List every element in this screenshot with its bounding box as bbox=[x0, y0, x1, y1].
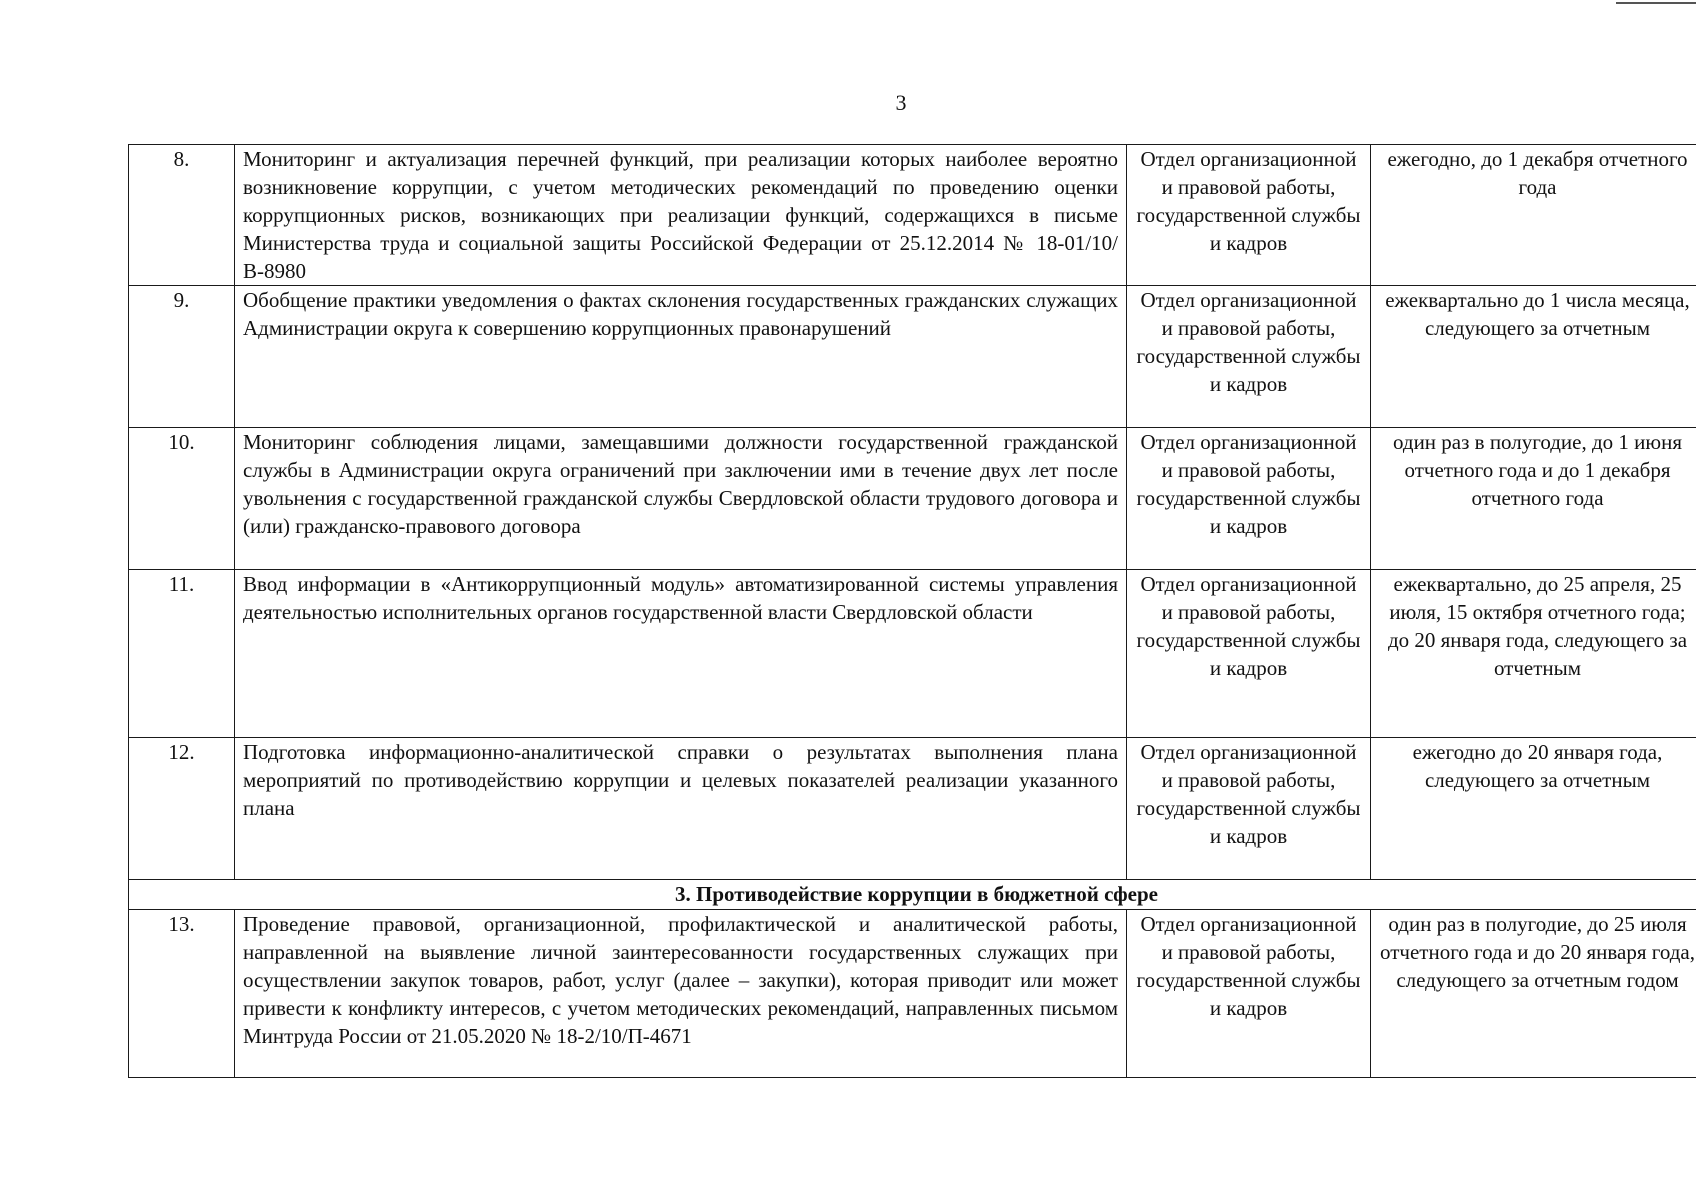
measure-text: Мониторинг соблюдения лицами, замещавшими должности государственной гражданской службы в Администрации округа ограничений при заключении ими в течение двух лет после увольнения с государственной гражданской службы Свердловской области трудового договора и (или) гражданско-правового договора bbox=[235, 428, 1127, 570]
page-number: 3 bbox=[895, 90, 907, 115]
row-number: 8. bbox=[129, 145, 235, 286]
executor-text: Отдел организационной и правовой работы, государственной службы и кадров bbox=[1127, 286, 1371, 428]
term-text: ежегодно, до 1 декабря отчетного года bbox=[1371, 145, 1696, 286]
measure-text: Ввод информации в «Антикоррупционный модуль» автоматизированной системы управления деятельностью исполнительных органов государственной власти Свердловской области bbox=[235, 570, 1127, 738]
row-number: 10. bbox=[129, 428, 235, 570]
term-text: ежегодно до 20 января года, следующего за отчетным bbox=[1371, 738, 1696, 880]
table-row bbox=[129, 570, 1696, 738]
executor-text: Отдел организационной и правовой работы, государственной службы и кадров bbox=[1127, 570, 1371, 738]
table-row bbox=[129, 738, 1696, 880]
term-text: ежеквартально, до 25 апреля, 25 июля, 15 октября отчетного года; до 20 января года, следующего за отчетным bbox=[1371, 570, 1696, 738]
table-row bbox=[129, 286, 1696, 428]
measure-text: Мониторинг и актуализация перечней функций, при реализации которых наиболее вероятно возникновение коррупции, с учетом методических рекомендаций по проведению оценки коррупционных рисков, возникающих при реализации функций, содержащихся в письме Министерства труда и социальной защиты Российской Федерации от 25.12.2014 № 18-01/10/В-8980 bbox=[235, 145, 1127, 286]
table-row bbox=[129, 428, 1696, 570]
table-row bbox=[129, 910, 1696, 1078]
executor-text: Отдел организационной и правовой работы, государственной службы и кадров bbox=[1127, 910, 1371, 1078]
executor-text: Отдел организационной и правовой работы, государственной службы и кадров bbox=[1127, 428, 1371, 570]
section-title: 3. Противодействие коррупции в бюджетной сфере bbox=[129, 880, 1696, 910]
row-number: 12. bbox=[129, 738, 235, 880]
table-row bbox=[129, 145, 1696, 286]
measure-text: Проведение правовой, организационной, профилактической и аналитической работы, направленной на выявление личной заинтересованности государственных служащих при осуществлении закупок товаров, работ, услуг (далее – закупки), которая приводит или может привести к конфликту интересов, с учетом методических рекомендаций, направленных письмом Минтруда России от 21.05.2020 № 18-2/10/П-4671 bbox=[235, 910, 1127, 1078]
anticorruption-plan-table bbox=[128, 144, 1696, 1078]
term-text: ежеквартально до 1 числа месяца, следующего за отчетным bbox=[1371, 286, 1696, 428]
executor-text: Отдел организационной и правовой работы, государственной службы и кадров bbox=[1127, 738, 1371, 880]
executor-text: Отдел организационной и правовой работы, государственной службы и кадров bbox=[1127, 145, 1371, 286]
measure-text: Подготовка информационно-аналитической справки о результатах выполнения плана мероприятий по противодействию коррупции и целевых показателей реализации указанного плана bbox=[235, 738, 1127, 880]
row-number: 13. bbox=[129, 910, 235, 1078]
section-row bbox=[129, 880, 1696, 910]
row-number: 11. bbox=[129, 570, 235, 738]
term-text: один раз в полугодие, до 25 июля отчетного года и до 20 января года, следующего за отчетным годом bbox=[1371, 910, 1696, 1078]
term-text: один раз в полугодие, до 1 июня отчетного года и до 1 декабря отчетного года bbox=[1371, 428, 1696, 570]
row-number: 9. bbox=[129, 286, 235, 428]
measure-text: Обобщение практики уведомления о фактах склонения государственных гражданских служащих Администрации округа к совершению коррупционных правонарушений bbox=[235, 286, 1127, 428]
corner-scan-mark bbox=[1616, 2, 1696, 4]
